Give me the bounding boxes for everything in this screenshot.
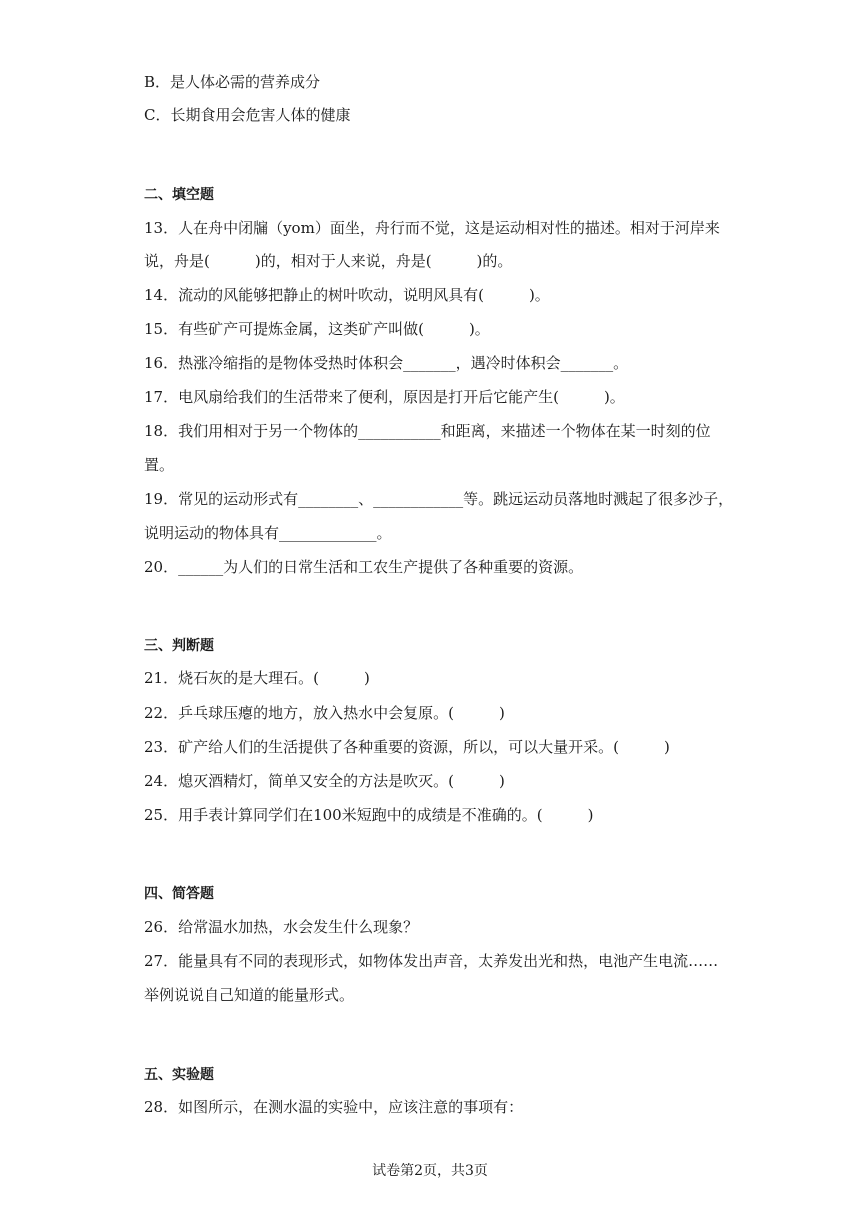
section-heading-true-false: 三、判断题	[144, 638, 214, 654]
question-15: 15．有些矿产可提炼金属，这类矿产叫做( )。	[144, 320, 490, 338]
question-26: 26．给常温水加热，水会发生什么现象？	[144, 918, 419, 936]
question-27-line-1: 27．能量具有不同的表现形式，如物体发出声音，太养发出光和热，电池产生电流……	[144, 952, 719, 970]
question-17: 17．电风扇给我们的生活带来了便利，原因是打开后它能产生( )。	[144, 388, 625, 406]
page-footer: 试卷第2页，共3页	[372, 1163, 488, 1179]
option-c: C．长期食用会危害人体的健康	[144, 106, 351, 124]
question-19-line-1: 19．常见的运动形式有________、____________等。跳远运动员落地时溅起了很多沙子，	[144, 490, 734, 508]
section-heading-short-answer: 四、简答题	[144, 886, 214, 902]
question-25: 25．用手表计算同学们在100米短跑中的成绩是不准确的。( )	[144, 806, 594, 824]
question-20: 20．______为人们的日常生活和工农生产提供了各种重要的资源。	[144, 558, 584, 576]
question-23: 23．矿产给人们的生活提供了各种重要的资源，所以，可以大量开采。( )	[144, 738, 670, 756]
question-18-line-1: 18．我们用相对于另一个物体的___________和距离，来描述一个物体在某一时刻的位	[144, 422, 711, 440]
question-14: 14．流动的风能够把静止的树叶吹动，说明风具有( )。	[144, 286, 550, 304]
question-21: 21．烧石灰的是大理石。( )	[144, 669, 370, 687]
section-heading-fill-in: 二、填空题	[144, 187, 214, 203]
question-28: 28．如图所示，在测水温的实验中，应该注意的事项有：	[144, 1098, 524, 1116]
question-24: 24．熄灭酒精灯，简单又安全的方法是吹灭。( )	[144, 772, 505, 790]
section-heading-experiment: 五、实验题	[144, 1067, 214, 1083]
question-13-line-2: 说，舟是( )的，相对于人来说，舟是( )的。	[144, 252, 513, 270]
option-b: B．是人体必需的营养成分	[144, 73, 321, 91]
question-22: 22．乒乓球压瘪的地方，放入热水中会复原。( )	[144, 704, 505, 722]
question-16: 16．热涨冷缩指的是物体受热时体积会_______，遇冷时体积会_______。	[144, 354, 629, 372]
question-13-line-1: 13．人在舟中闭牖（yom）面坐，舟行而不觉，这是运动相对性的描述。相对于河岸来	[144, 219, 720, 237]
question-19-line-2: 说明运动的物体具有_____________。	[144, 524, 392, 542]
question-18-line-2: 置。	[144, 456, 175, 474]
question-27-line-2: 举例说说自己知道的能量形式。	[144, 986, 355, 1004]
